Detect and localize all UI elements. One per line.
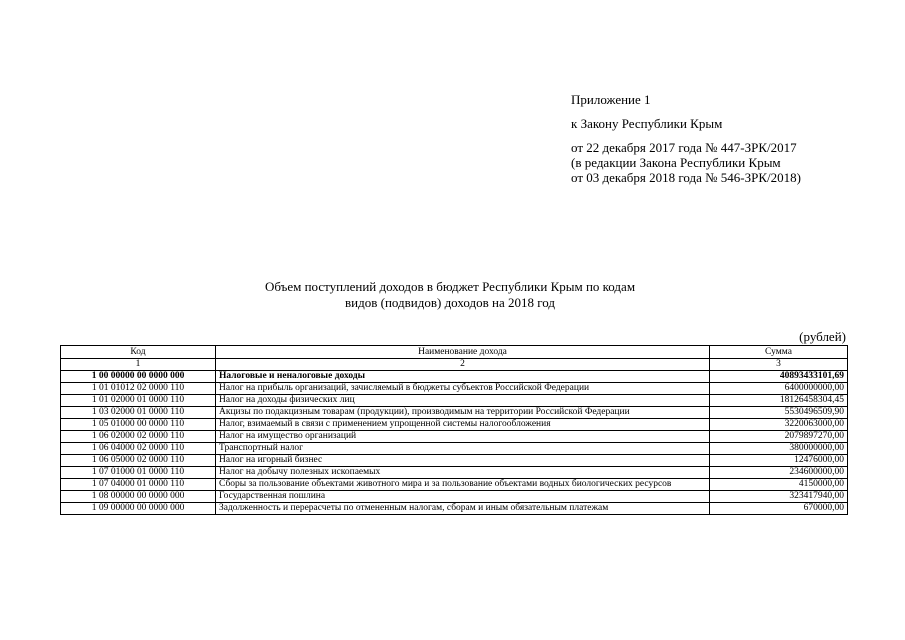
cell-income-name: Транспортный налог — [216, 443, 710, 455]
cell-income-name: Акцизы по подакцизным товарам (продукции), производимым на территории Российской Федерации — [216, 407, 710, 419]
cell-amount: 380000000,00 — [710, 443, 848, 455]
cell-income-name: Сборы за пользование объектами животного мира и за пользование объектами водных биологических ресурсов — [216, 479, 710, 491]
column-number-row — [61, 359, 848, 371]
cell-income-name: Налог, взимаемый в связи с применением упрощенной системы налогообложения — [216, 419, 710, 431]
table-row — [61, 491, 848, 503]
cell-code: 1 05 01000 00 0000 110 — [61, 419, 216, 431]
cell-amount: 6400000000,00 — [710, 383, 848, 395]
table-row — [61, 503, 848, 515]
column-number: 2 — [216, 359, 710, 371]
column-number: 1 — [61, 359, 216, 371]
table-row — [61, 419, 848, 431]
document-title-line-2: видов (подвидов) доходов на 2018 год — [345, 295, 555, 310]
cell-income-name: Налог на имущество организаций — [216, 431, 710, 443]
header-code: Код — [61, 346, 216, 359]
header-income-name: Наименование дохода — [216, 346, 710, 359]
table-row — [61, 371, 848, 383]
appendix-revision-date: от 03 декабря 2018 года № 546-ЗРК/2018) — [571, 170, 801, 185]
cell-amount: 12476000,00 — [710, 455, 848, 467]
table-row — [61, 455, 848, 467]
cell-code: 1 03 02000 01 0000 110 — [61, 407, 216, 419]
cell-amount: 323417940,00 — [710, 491, 848, 503]
table-header-row — [61, 346, 848, 359]
cell-code: 1 00 00000 00 0000 000 — [61, 371, 216, 383]
cell-code: 1 01 01012 02 0000 110 — [61, 383, 216, 395]
cell-code: 1 06 02000 02 0000 110 — [61, 431, 216, 443]
document-title-line-1: Объем поступлений доходов в бюджет Республики Крым по кодам — [264, 279, 636, 294]
appendix-number: Приложение 1 — [571, 92, 651, 107]
revenue-table — [60, 345, 848, 515]
column-number: 3 — [710, 359, 848, 371]
table-row — [61, 431, 848, 443]
cell-income-name: Налог на прибыль организаций, зачисляемый в бюджеты субъектов Российской Федерации — [216, 383, 710, 395]
table-row — [61, 479, 848, 491]
cell-code: 1 06 05000 02 0000 110 — [61, 455, 216, 467]
cell-income-name: Налог на доходы физических лиц — [216, 395, 710, 407]
cell-code: 1 08 00000 00 0000 000 — [61, 491, 216, 503]
cell-code: 1 07 01000 01 0000 110 — [61, 467, 216, 479]
cell-code: 1 01 02000 01 0000 110 — [61, 395, 216, 407]
cell-amount: 5530496509,90 — [710, 407, 848, 419]
cell-income-name: Налог на добычу полезных ископаемых — [216, 467, 710, 479]
table-row — [61, 395, 848, 407]
appendix-header — [571, 92, 891, 185]
cell-amount: 670000,00 — [710, 503, 848, 515]
cell-code: 1 09 00000 00 0000 000 — [61, 503, 216, 515]
cell-amount: 234600000,00 — [710, 467, 848, 479]
cell-amount: 40893433101,69 — [710, 371, 848, 383]
cell-amount: 18126458304,45 — [710, 395, 848, 407]
table-row — [61, 467, 848, 479]
appendix-revision-note: (в редакции Закона Республики Крым — [571, 155, 781, 170]
appendix-law-reference: к Закону Республики Крым — [571, 116, 723, 131]
appendix-law-date: от 22 декабря 2017 года № 447-ЗРК/2017 — [571, 140, 797, 155]
cell-income-name: Налог на игорный бизнес — [216, 455, 710, 467]
cell-amount: 3220063000,00 — [710, 419, 848, 431]
currency-unit-label: (рублей) — [799, 329, 846, 344]
cell-amount: 2079897270,00 — [710, 431, 848, 443]
table-row — [61, 383, 848, 395]
cell-amount: 4150000,00 — [710, 479, 848, 491]
table-row — [61, 443, 848, 455]
cell-income-name: Налоговые и неналоговые доходы — [216, 371, 710, 383]
table-row — [61, 407, 848, 419]
document-title — [150, 279, 750, 311]
cell-income-name: Задолженность и перерасчеты по отмененным налогам, сборам и иным обязательным платежам — [216, 503, 710, 515]
cell-code: 1 06 04000 02 0000 110 — [61, 443, 216, 455]
cell-income-name: Государственная пошлина — [216, 491, 710, 503]
header-amount: Сумма — [710, 346, 848, 359]
cell-code: 1 07 04000 01 0000 110 — [61, 479, 216, 491]
